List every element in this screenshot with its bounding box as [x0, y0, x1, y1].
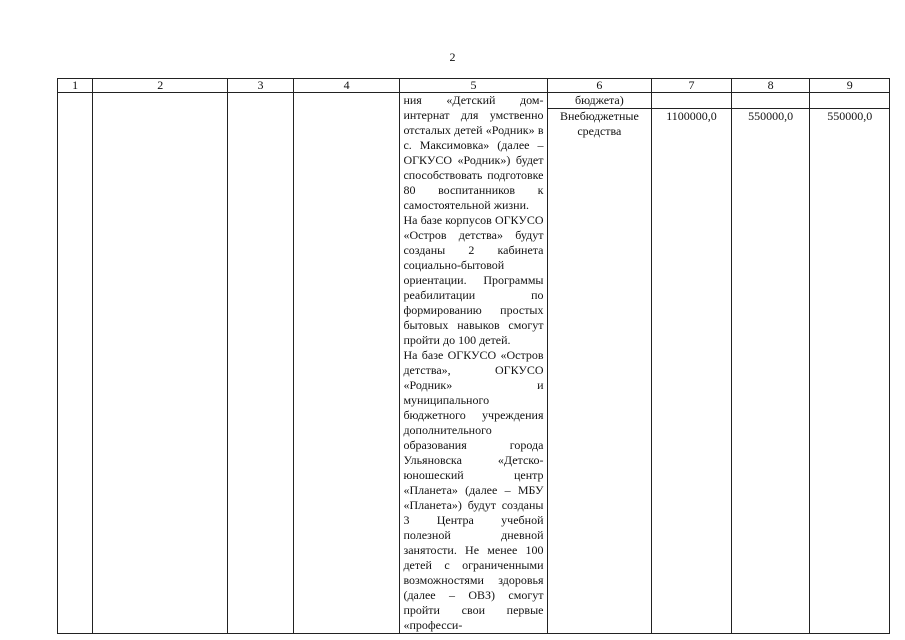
cell-col-9	[810, 93, 890, 634]
col-header-7: 7	[652, 79, 732, 93]
cell-col-7	[652, 93, 732, 634]
cell-col-3	[228, 93, 293, 634]
col-header-5: 5	[400, 79, 547, 93]
cell-col-4	[293, 93, 400, 634]
amount-year-1: 550000,0	[748, 109, 794, 123]
col-header-1: 1	[58, 79, 93, 93]
budget-table	[57, 78, 890, 634]
cell-9-top-blank	[810, 93, 889, 109]
cell-8-top-blank	[732, 93, 810, 109]
cell-col-1	[58, 93, 93, 634]
col-header-8: 8	[731, 79, 810, 93]
amount-total: 1100000,0	[666, 109, 717, 123]
amount-year-2: 550000,0	[827, 109, 873, 123]
funding-continuation: бюджета)	[548, 93, 652, 109]
cell-7-top-blank	[652, 93, 731, 109]
cell-col-8	[731, 93, 810, 634]
col-header-6: 6	[547, 79, 652, 93]
cell-description	[400, 93, 547, 634]
cell-funding-source	[547, 93, 652, 634]
description-paragraph: ния «Детский дом-интернат для умственно отсталых детей «Родник» в с. Максимовка» (далее – ОГКУСО «Родник») будет способствовать подготовке 80 воспитанников к самостоятельной жизни.	[403, 93, 544, 212]
description-paragraph: На базе корпусов ОГКУСО «Остров детства» будут созданы 2 кабинета социально-бытовой ориентации. Программы реабилитации по формированию простых бытовых навыков смогут пройти до 100 детей.	[403, 213, 544, 347]
col-header-2: 2	[93, 79, 228, 93]
header-row	[58, 79, 890, 93]
col-header-4: 4	[293, 79, 400, 93]
table-row	[58, 93, 890, 634]
col-header-3: 3	[228, 79, 293, 93]
cell-col-2	[93, 93, 228, 634]
description-paragraph: На базе ОГКУСО «Остров детства», ОГКУСО «Родник» и муниципального бюджетного учреждения дополнительного образования города Ульяновска «Детско-юношеский центр «Планета» (далее – МБУ «Планета») будут созданы 3 Центра учебной полезной дневной занятости. Не менее 100 детей с ограниченными возможностями здоровья (далее – ОВЗ) смогут пройти свои первые «професси-	[403, 348, 544, 632]
funding-source-label: Внебюджетные средства	[559, 109, 639, 138]
col-header-9: 9	[810, 79, 890, 93]
page-number: 2	[449, 50, 456, 64]
